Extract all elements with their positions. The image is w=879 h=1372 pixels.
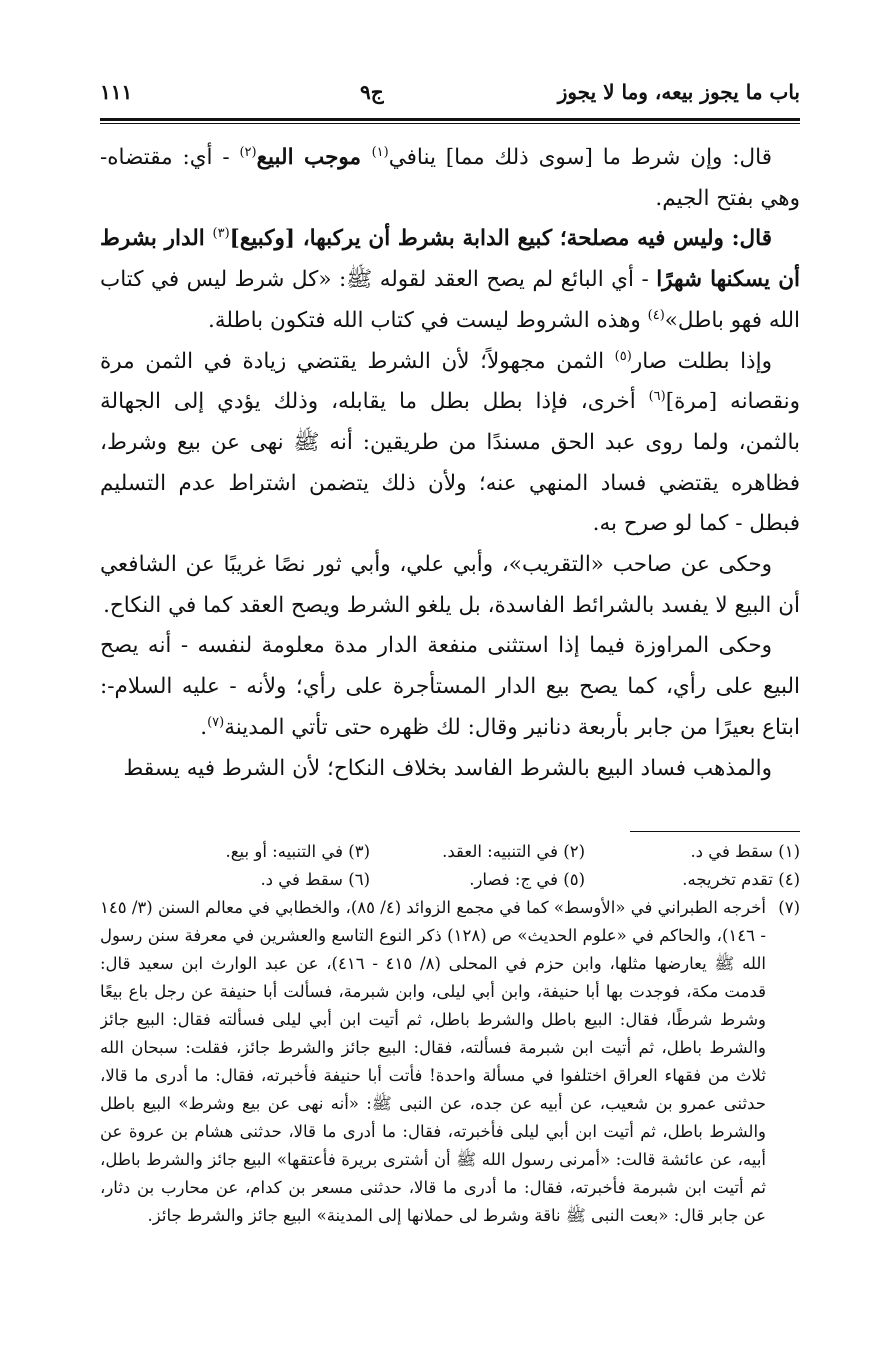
page-header xyxy=(100,70,800,114)
footnote-item: (١) سقط في د. xyxy=(690,842,800,862)
footnote-item: (٣) في التنبيه: أو بيع. xyxy=(225,842,370,862)
paragraph-5: وحكى المراوزة فيما إذا استثنى منفعة الدار مدة معلومة لنفسه - أنه يصح البيع على رأي، كما يصح بيع الدار المستأجرة على رأي؛ ولأنه - عليه السلام-: ابتاع بعيرًا من جابر بأربعة دنانير وقال: لك ظهره حتى تأتي المدينة$^{(٧)}$. xyxy=(100,633,800,740)
book-page xyxy=(100,70,800,1360)
header-rule-thin xyxy=(100,123,800,124)
footnote-ref-2[interactable]: (٢) xyxy=(239,144,257,160)
footnote-item: (٢) في التنبيه: العقد. xyxy=(442,842,585,862)
footnote-ref-1[interactable]: (١) xyxy=(371,144,389,160)
footnote-7-number: (٧) xyxy=(778,898,800,918)
footnote-ref-3[interactable]: (٣) xyxy=(212,226,230,242)
paragraph-2: قال: وليس فيه مصلحة؛ كبيع الدابة بشرط أن يركبها، [وكبيع]$^{(٣)}$ الدار بشرط أن يسكنها شهرًا - أي البائع لم يصح العقد لقوله ﷺ: «كل شرط ليس في كتاب الله فهو باطل»$^{(٤)}$ وهذه الشروط ليست في كتاب الله فتكون باطلة. xyxy=(100,226,800,333)
footnote-ref-5[interactable]: (٥) xyxy=(614,348,632,364)
footnote-item: (٦) سقط في د. xyxy=(260,870,370,890)
page-number: ١١١ xyxy=(100,80,133,104)
footnote-separator xyxy=(630,831,800,832)
footnote-row xyxy=(100,866,800,894)
footnote-row xyxy=(100,838,800,866)
paragraph-3: وإذا بطلت صار$^{(٥)}$ الثمن مجهولاً؛ لأن الشرط يقتضي زيادة في الثمن مرة ونقصانه [مرة]$^{(٦)}$ أخرى، فإذا بطل بطل ما يقابله، وذلك يؤدي إلى الجهالة بالثمن، ولما روى عبد الحق مسندًا من طريقين: أنه ﷺ نهى عن بيع وشرط، فظاهره يقتضي فساد المنهي عنه؛ ولأن ذلك يتضمن اشتراط عدم التسليم فبطل - كما لو صرح به. xyxy=(100,348,800,537)
footnote-item: (٤) تقدم تخريجه. xyxy=(682,870,800,890)
footnote-ref-6[interactable]: (٦) xyxy=(648,389,666,405)
footnotes xyxy=(100,838,800,1230)
footnote-7-text: أخرجه الطبراني في «الأوسط» كما في مجمع الزوائد (٤/ ٨٥)، والخطابي في معالم السنن (٣/ ١٤٥ - ١٤٦)، والحاكم في «علوم الحديث» ص (١٢٨) ذكر النوع التاسع والعشرين في معرفة سنن رسول الله ﷺ يعارضها مثلها، وابن حزم في المحلى (٨/ ٤١٥ - ٤١٦)، عن عبد الوارث ابن سعيد قال: قدمت مكة، فوجدت بها أبا حنيفة، وابن أبي ليلى، وابن شبرمة، فسألت أبا حنيفة عن رجل باع بيعًا وشرط شرطًا، فقال: البيع باطل والشرط باطل، ثم أتيت ابن أبي ليلى فسألته فقال: البيع جائز والشرط باطل، ثم أتيت ابن شبرمة فسألته، فقال: البيع جائز والشرط جائز، فقلت: سبحان الله ثلاث من فقهاء العراق اختلفوا في مسألة واحدة! فأتت أبا حنيفة فأخبرته، فقال: ما أدرى ما قالا، حدثنى عمرو بن شعيب، عن أبيه عن جده، عن النبى ﷺ: «أنه نهى عن بيع وشرط» البيع باطل والشرط باطل، ثم أتيت ابن أبي ليلى فأخبرته، فقال: ما أدرى ما قالا، حدثنى هشام بن عروة عن أبيه، عن عائشة قالت: «أمرنى رسول الله ﷺ أن أشترى بريرة فأعتقها» البيع جائز والشرط باطل، ثم أتيت ابن شبرمة فأخبرته، فقال: ما أدرى ما قالا، حدثنى مسعر بن كدام، عن محارب بن دثار، عن جابر قال: «بعت النبى ﷺ ناقة وشرط لى حملانها إلى المدينة» البيع جائز والشرط جائز. xyxy=(100,898,767,1226)
chapter-title: باب ما يجوز بيعه، وما لا يجوز xyxy=(557,80,800,104)
footnote-item: (٥) في ج: فصار. xyxy=(469,870,585,890)
header-rule-thick xyxy=(100,118,800,121)
paragraph-1: قال: وإن شرط ما [سوى ذلك مما] ينافي$^{(١)}$ موجب البيع$^{(٢)}$ - أي: مقتضاه- وهي بفتح الجيم. xyxy=(100,144,800,211)
footnote-ref-4[interactable]: (٤) xyxy=(647,307,665,323)
footnote-7 xyxy=(100,894,800,1230)
paragraph-6: والمذهب فساد البيع بالشرط الفاسد بخلاف النكاح؛ لأن الشرط فيه يسقط xyxy=(123,755,772,781)
paragraph-4: وحكى عن صاحب «التقريب»، وأبي علي، وأبي ثور نصًا غريبًا عن الشافعي أن البيع لا يفسد بالشرائط الفاسدة، بل يلغو الشرط ويصح العقد كما في النكاح. xyxy=(100,552,800,618)
footnote-ref-7[interactable]: (٧) xyxy=(207,714,225,730)
volume-label: ج٩ xyxy=(360,80,384,104)
main-text xyxy=(100,138,800,789)
